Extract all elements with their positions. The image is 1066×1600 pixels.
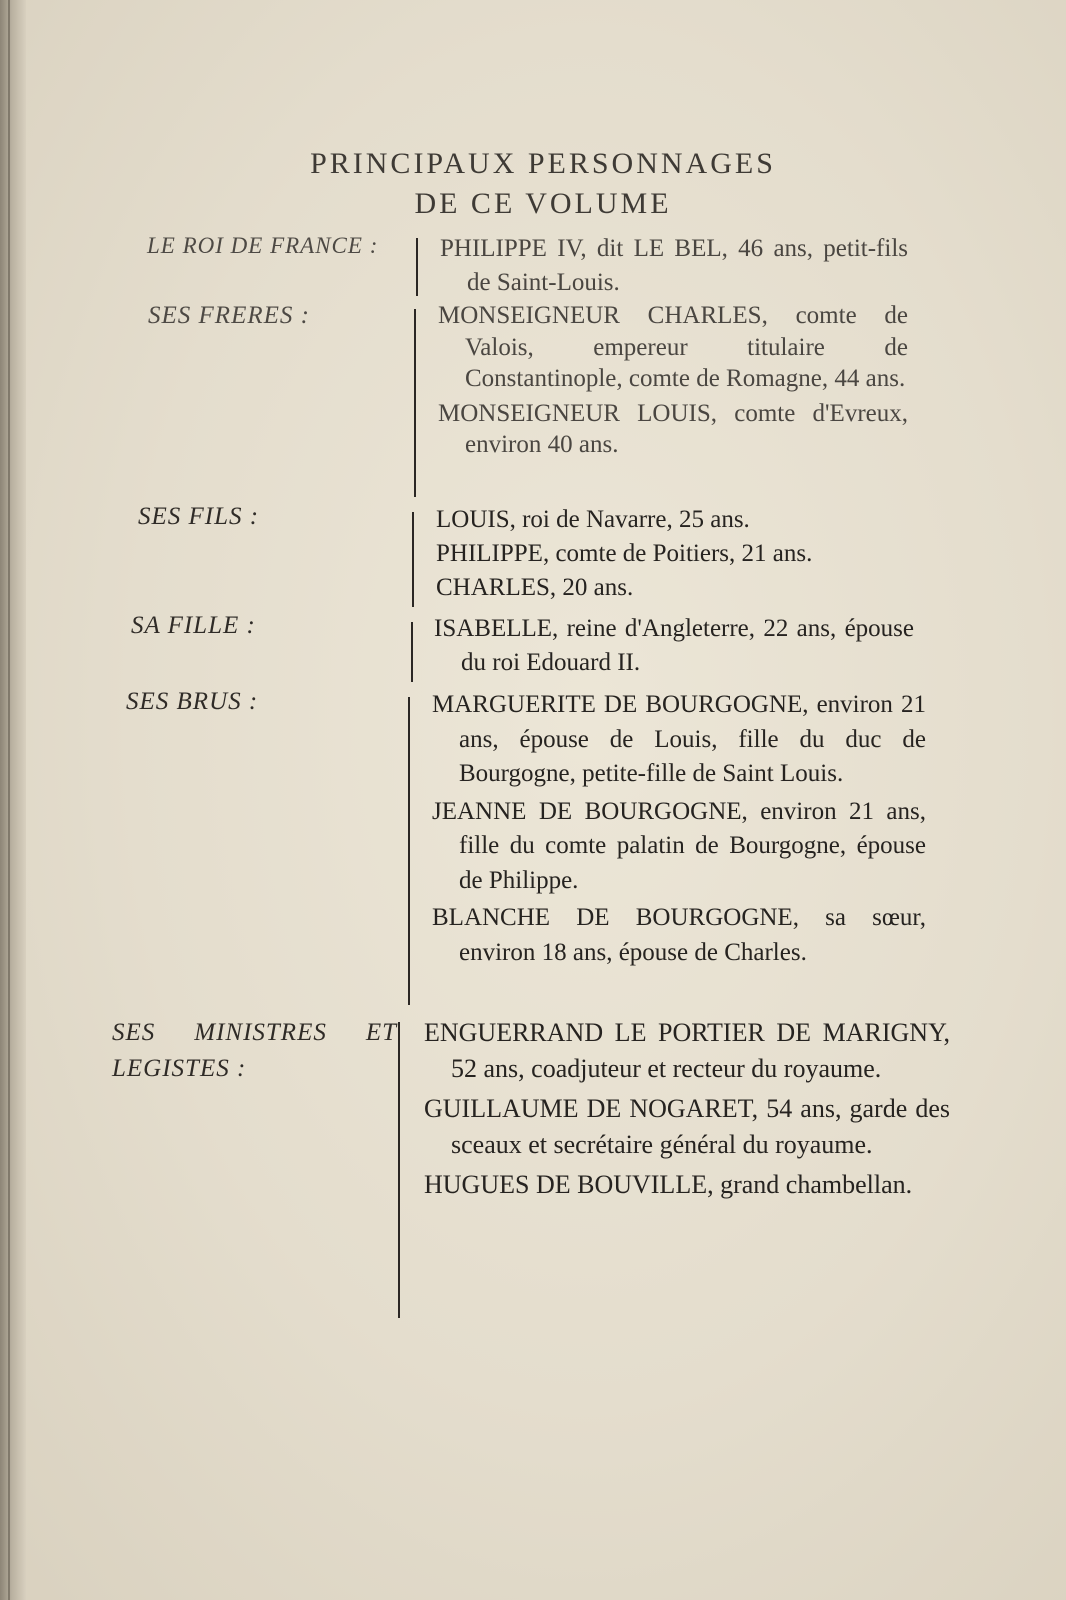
gutter-edge <box>8 0 10 1600</box>
role-ses-ministres-et-legistes: SES MINISTRES ET LEGISTES : <box>112 1019 397 1082</box>
character-entry: ENGUERRAND LE PORTIER DE MARIGNY, 52 ans, coadjuteur et recteur du royaume. <box>424 1018 950 1083</box>
entries-ses-brus <box>432 688 926 970</box>
character-entry: PHILIPPE IV, dit LE BEL, 46 ans, petit-fils de Saint-Louis. <box>440 235 908 296</box>
divider-line <box>412 512 414 607</box>
entries-sa-fille <box>434 612 914 680</box>
character-entry: MONSEIGNEUR CHARLES, comte de Valois, empereur titulaire de Constantinople, comte de Romagne, 44 ans. <box>438 302 908 392</box>
divider-line <box>416 238 418 296</box>
entries-ses-freres <box>438 300 908 461</box>
entries-le-roi-de-france <box>440 232 908 300</box>
character-entry: ISABELLE, reine d'Angleterre, 22 ans, épouse du roi Edouard II. <box>434 615 914 676</box>
character-entry: MARGUERITE DE BOURGOGNE, environ 21 ans, épouse de Louis, fille du duc de Bourgogne, petite-fille de Saint Louis. <box>432 691 926 787</box>
character-entry: CHARLES, 20 ans. <box>436 574 634 601</box>
divider-line <box>408 697 410 1005</box>
divider-line <box>414 309 416 497</box>
entries-ses-ministres <box>424 1015 950 1203</box>
character-entry: GUILLAUME DE NOGARET, 54 ans, garde des sceaux et secrétaire général du royaume. <box>424 1094 950 1159</box>
role-le-roi-de-france: LE ROI DE FRANCE : <box>147 233 379 258</box>
character-entry: BLANCHE DE BOURGOGNE, sa sœur, environ 18 ans, épouse de Charles. <box>432 904 926 966</box>
role-sa-fille: SA FILLE : <box>131 612 256 639</box>
character-entry: JEANNE DE BOURGOGNE, environ 21 ans, fille du comte palatin de Bourgogne, épouse de Philippe. <box>432 797 926 894</box>
divider-line <box>411 622 413 682</box>
character-entry: LOUIS, roi de Navarre, 25 ans. <box>436 506 750 533</box>
entries-ses-fils <box>436 503 912 605</box>
divider-line <box>398 1022 400 1318</box>
page-title-line-2: DE CE VOLUME <box>414 187 672 220</box>
role-ses-brus: SES BRUS : <box>126 688 259 715</box>
character-entry: MONSEIGNEUR LOUIS, comte d'Evreux, environ 40 ans. <box>438 399 908 458</box>
role-ses-freres: SES FRERES : <box>148 302 310 329</box>
character-entry: HUGUES DE BOUVILLE, grand chambellan. <box>424 1170 913 1199</box>
book-gutter <box>0 0 26 1600</box>
page-title-line-1: PRINCIPAUX PERSONNAGES <box>310 147 776 180</box>
character-entry: PHILIPPE, comte de Poitiers, 21 ans. <box>436 540 813 567</box>
role-ses-fils: SES FILS : <box>138 503 260 530</box>
